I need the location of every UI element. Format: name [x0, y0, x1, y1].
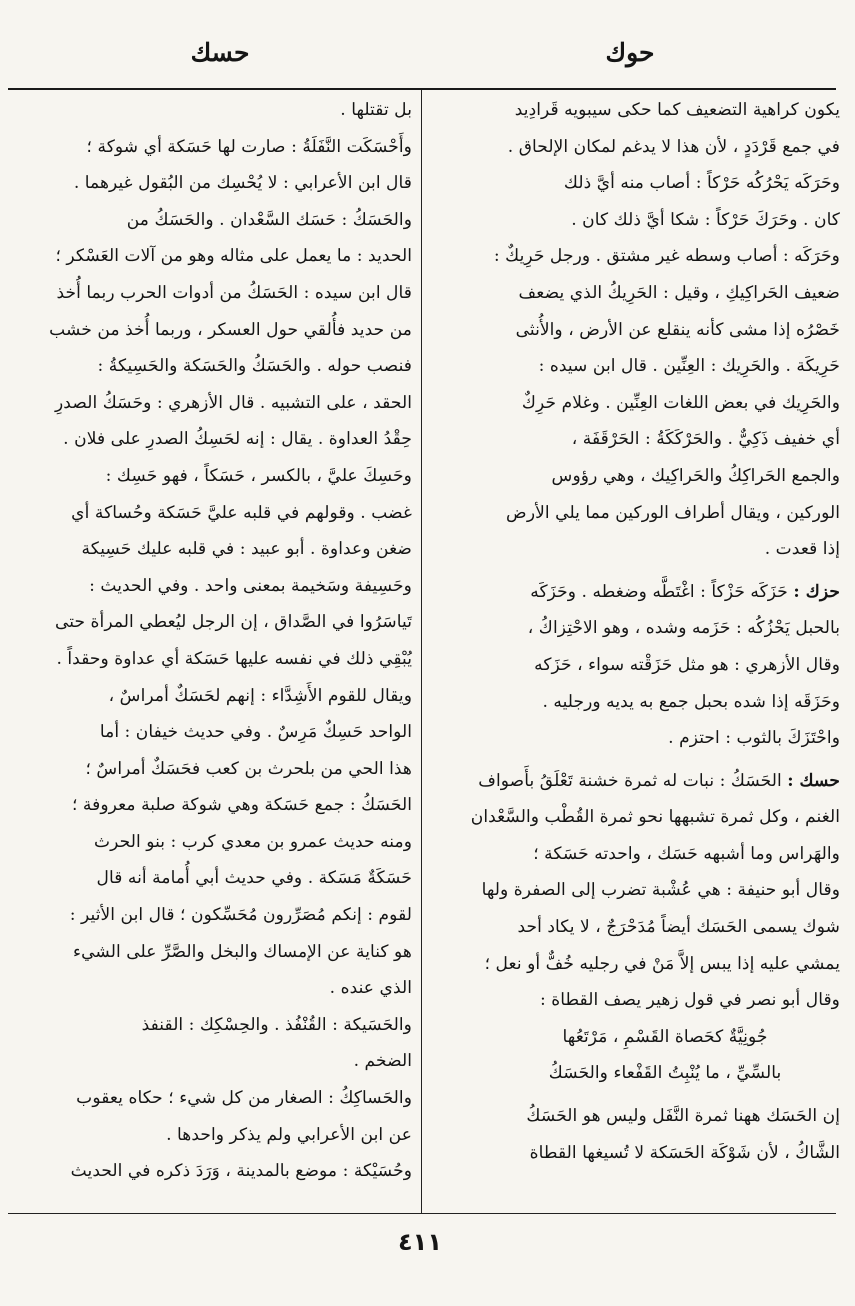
text-line: وحَرَكَه يَحْرُكُه حَرْكاً : أصاب منه أيَّ ذلك — [563, 173, 840, 194]
text-line: وقال الأزهري : هو مثل حَزَقْته سواء ، حَزَكه — [534, 654, 840, 675]
text-line: وحَسِكَ عليَّ ، بالكسر ، حَسَكاً ، فهو حَسِك : — [105, 465, 412, 486]
text-line: حَسَكَةٌ مَسَكة . وفي حديث أبي أُمامة أنه قال — [96, 868, 412, 889]
text-line: وحَسِيفة وسَخيمة بمعنى واحد . وفي الحديث : — [89, 575, 412, 596]
entry-text: حَزَكَه حَزْكاً : اغْتَطَّه وضغطه . وحَزَكَه — [530, 581, 794, 602]
text-line — [430, 763, 840, 800]
text-line: الشَّاكُ ، لأن شَوْكَة الحَسَكة لا تُسيغها القطاة — [529, 1142, 840, 1163]
text-line: حَرِيكَة . والحَرِيك : العِنِّين . قال ابن سيده : — [538, 356, 840, 377]
text-line: هو كناية عن الإمساك والبخل والصَّرِّ على الشيء — [73, 941, 412, 962]
text-line: ومنه حديث عمرو بن معدي كرب : بنو الحرث — [94, 831, 412, 852]
text-line: الغنم ، وكل ثمرة تشبهها نحو ثمرة القُطْب والسَّعْدان — [470, 807, 840, 828]
text-line: الحَسَكُ : جمع حَسَكة وهي شوكة صلبة معروفة ؛ — [71, 795, 412, 816]
entry-text: الحَسَكُ : نبات له ثمرة خشنة تَعْلَقُ بأَصواف — [478, 770, 788, 791]
text-line: كان . وحَرَكَ حَرْكاً : شكا أيَّ ذلك كان . — [571, 209, 840, 230]
text-line — [430, 574, 840, 611]
text-line: والهَراس وما أشبهه حَسَك ، واحدته حَسَكة ؛ — [533, 843, 840, 864]
header-rule — [8, 88, 836, 90]
text-line: بل تقتلها . — [340, 100, 412, 120]
text-line: قال ابن الأعرابي : لا يُحْسِك من البُقول غيرهما . — [73, 173, 412, 194]
left-text-column — [4, 92, 412, 1190]
text-line: وحُسَيْكة : موضع بالمدينة ، وَرَدَ ذكره في الحديث — [70, 1161, 412, 1182]
text-line: حِقْدُ العداوة . يقال : إنه لحَسِكُ الصدرِ على فلان . — [63, 429, 412, 450]
text-line: الحقد ، على التشبيه . قال الأزهري : وحَسَكُ الصدرِ — [55, 392, 412, 413]
page-number: ٤١١ — [398, 1228, 442, 1256]
text-line: بالحبل يَحْزُكُه : حَزَمه وشده ، وهو الاحْتِزاكُ ، — [527, 618, 840, 639]
text-line: خَصْرُه إذا مشى كأنه ينقلع عن الأرض ، والأُنثى — [515, 319, 840, 340]
text-line: الحديد : ما يعمل على مثاله وهو من آلات العَسْكر ؛ — [55, 246, 412, 267]
text-line: والحَسَيكة : القُنْفُذ . والحِسْكِك : القنفذ — [141, 1014, 412, 1035]
footer-rule — [8, 1213, 836, 1214]
text-line: وأَحْسَكَت النَّفَلَةُ : صارت لها حَسَكة أي شوكة ؛ — [86, 136, 412, 157]
entry-headword: حسك : — [787, 770, 840, 791]
text-line: والحَساكِكُ : الصغار من كل شيء ؛ حكاه يعقوب — [76, 1088, 412, 1109]
text-line: واحْتَزَكَ بالثوب : احتزم . — [668, 728, 840, 749]
text-line: شوك يسمى الحَسَك أيضاً مُدَحْرَجٌ ، لا يكاد أحد — [517, 917, 840, 938]
text-line: والجمع الحَراكِكُ والحَراكِيك ، وهي رؤوس — [551, 465, 840, 486]
text-line: ضعيف الحَراكِيكِ ، وقيل : الحَرِيكُ الذي يضعف — [518, 282, 840, 303]
text-line: ويقال للقوم الأَشِدَّاء : إنهم لحَسَكٌ أمراسٌ ، — [108, 685, 412, 706]
text-line: غضب . وقولهم في قلبه عليَّ حَسَكة وحُساكة أي — [71, 502, 412, 523]
text-line: الذي عنده . — [329, 978, 412, 999]
running-header-left: حسك — [190, 38, 250, 67]
text-line: وحَرَكَه : أصاب وسطه غير مشتق . ورجل حَرِيكٌ : — [493, 246, 840, 267]
text-line: والحَرِيك في بعض اللغات العِنِّين . وغلام حَرِكٌ — [521, 392, 840, 413]
text-line: عن ابن الأعرابي ولم يذكر واحدها . — [166, 1124, 412, 1145]
verse-line: بالسِّيِّ ، ما يُنْبِتُ القَفْعاء والحَسَكُ — [548, 1063, 782, 1084]
verse-line: جُونِيَّةٌ كحَصاة القَسْمِ ، مَرْتَعُها — [562, 1026, 768, 1047]
running-header-right: حوك — [605, 38, 655, 67]
right-text-column — [430, 92, 840, 1171]
text-line: يُبْقِي ذلك في نفسه عليها حَسَكة أي عداوة وحقداً . — [56, 648, 412, 669]
text-line: وقال أبو نصر في قول زهير يصف القطاة : — [539, 990, 840, 1011]
text-line: تَياسَرُوا في الصَّداق ، إن الرجل ليُعطي المرأة حتى — [54, 612, 412, 633]
column-divider — [421, 90, 422, 1213]
text-line: ضغن وعداوة . أبو عبيد : في قلبه عليك حَسِيكة — [81, 539, 412, 560]
text-line: أي خفيف ذَكِيٌّ . والحَرْكَكَةُ : الحَرْقَفَة ، — [571, 429, 840, 450]
text-line: والحَسَكُ : حَسَك السَّعْدان . والحَسَكُ من — [126, 209, 412, 230]
text-line: هذا الحي من بلحرث بن كعب فحَسَكٌ أمراسٌ ؛ — [85, 758, 412, 779]
text-line: لقوم : إنكم مُصَرِّرون مُحَسِّكون ؛ قال ابن الأثير : — [69, 905, 412, 926]
text-line: فنصب حوله . والحَسَكُ والحَسَكة والحَسِيكةُ : — [97, 356, 412, 377]
text-line: قال ابن سيده : الحَسَكُ من أدوات الحرب ربما أُخذ — [56, 282, 412, 303]
text-line: إذا قعدت . — [764, 539, 840, 560]
entry-headword: حزك : — [793, 581, 840, 602]
text-line: وحَزَقَه إذا شده بحبل جمع به يديه ورجليه . — [542, 691, 840, 712]
text-line: وقال أبو حنيفة : هي عُشْبة تضرب إلى الصفرة ولها — [481, 880, 840, 901]
text-line: الواحد حَسِكٌ مَرِسٌ . وفي حديث خيفان : أما — [99, 722, 412, 743]
text-line: من حديد فأُلقي حول العسكر ، وربما أُخذ من خشب — [49, 319, 412, 340]
text-line: يكون كراهية التضعيف كما حكى سيبويه قَرادِيد — [514, 100, 840, 120]
text-line: إن الحَسَك ههنا ثمرة النَّفَل وليس هو الحَسَكُ — [526, 1106, 840, 1127]
text-line: في جمع قَرْدَدٍ ، لأن هذا لا يدغم لمكان الإلحاق . — [507, 136, 840, 157]
text-line: الوركين ، ويقال أطراف الوركين مما يلي الأرض — [506, 502, 840, 523]
text-line: يمشي عليه إذا يبس إلاَّ مَنْ في رجليه خُفٌّ أو نعل ؛ — [484, 953, 840, 974]
text-line: الضخم . — [353, 1051, 412, 1072]
